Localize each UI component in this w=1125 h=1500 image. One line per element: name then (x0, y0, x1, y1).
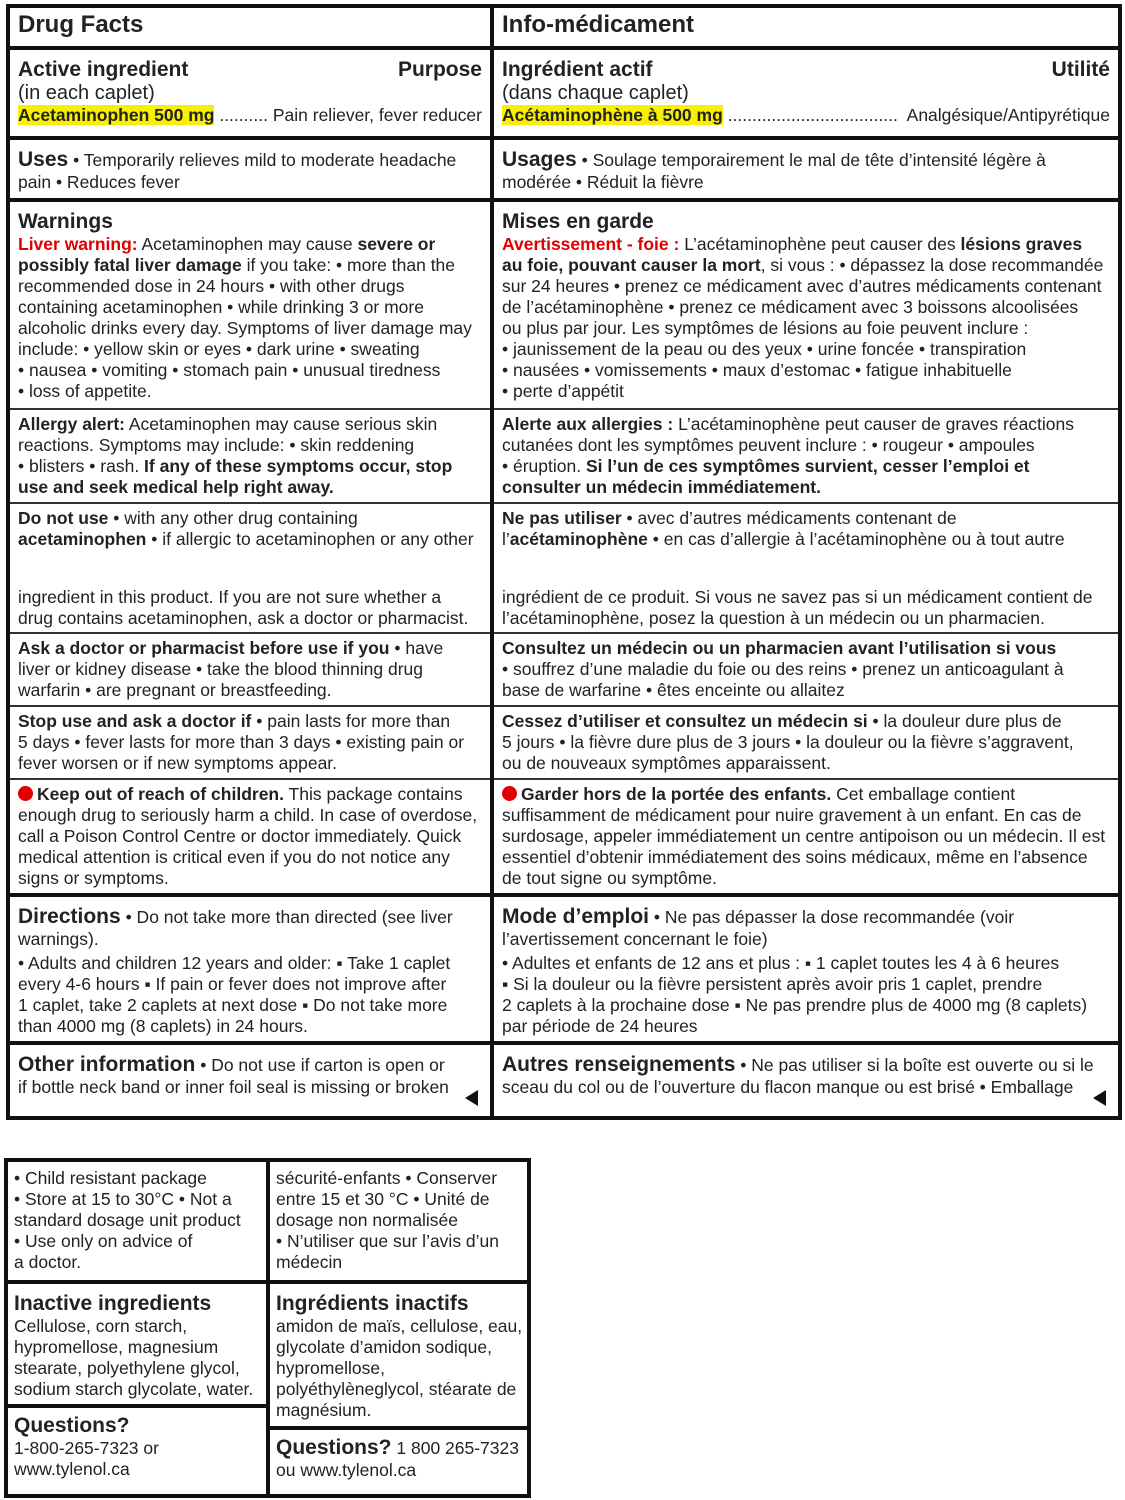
ask-doctor-text: • have (389, 638, 444, 658)
active-ingredient-heading: Ingrédient actif (502, 58, 653, 81)
directions-text: • Adultes et enfants de 12 ans et plus : ▪ 1 caplet toutes les 4 à 6 heures (502, 953, 1060, 973)
panel-title: Info-médicament (502, 11, 695, 38)
do-not-use-label: Do not use (18, 508, 109, 528)
allergy-label: Allergy alert: (18, 414, 125, 434)
questions-box (270, 1426, 527, 1481)
allergy-bold: Si l’un de ces symptômes survient, cesser l’emploi et (585, 456, 1030, 476)
warning-text: • nausea • vomiting • stomach pain • unusual tiredness (18, 360, 441, 380)
continue-arrow-icon (1093, 1090, 1106, 1106)
continued-panel (4, 1158, 531, 1498)
active-ingredient-section (494, 46, 1118, 126)
inactive-line: hypromellose, (276, 1358, 385, 1378)
allergy-text: cutanées dont les symptômes peuvent inclure : • rougeur • ampoules (502, 435, 1035, 455)
do-not-use-label: Ne pas utiliser (502, 508, 622, 528)
continue-arrow-icon (465, 1090, 478, 1106)
misc-line: médecin (276, 1252, 343, 1272)
misc-line: standard dosage unit product (14, 1210, 241, 1230)
warning-text: if you take: • more than the (241, 255, 456, 275)
warning-text: • nausées • vomissements • maux d’estomac • fatigue inhabituelle (502, 360, 1012, 380)
other-info-text: sceau du col ou de l’ouverture du flacon manque ou est brisé • Emballage (502, 1077, 1074, 1097)
active-ingredient-name: Acétaminophène à 500 mg (502, 105, 723, 125)
other-info-text: if bottle neck band or inner foil seal is missing or broken (18, 1077, 449, 1097)
warning-bold: severe or (357, 234, 436, 254)
directions-heading: Mode d’emploi (502, 905, 649, 928)
continued-column-fr (266, 1162, 527, 1494)
active-ingredient-section (10, 46, 490, 126)
uses-heading: Uses (18, 148, 69, 171)
warning-text: recommended dose in 24 hours • with other drugs (18, 276, 405, 296)
title-section (10, 8, 490, 42)
stop-use-text: • pain lasts for more than (251, 711, 451, 731)
do-not-use-text: • if allergic to acetaminophen or any other (146, 529, 474, 549)
warning-text: sur 24 heures • prenez ce médicament avec d’autres médicaments contenant (502, 276, 1102, 296)
allergy-text: reactions. Symptoms may include: • skin reddening (18, 435, 415, 455)
directions-text: 2 caplets à la prochaine dose ▪ Ne pas prendre plus de 4000 mg (8 caplets) (502, 995, 1088, 1015)
questions-website: ou www.tylenol.ca (276, 1460, 417, 1480)
other-info-section (10, 1041, 490, 1116)
inactive-line: polyéthylèneglycol, stéarate de (276, 1379, 517, 1399)
questions-heading: Questions? (14, 1414, 130, 1437)
allergy-text: L’acétaminophène peut causer de graves réactions (673, 414, 1075, 434)
uses-section (494, 136, 1118, 193)
do-not-use-text: ingrédient de ce produit. Si vous ne savez pas si un médicament contient de (502, 587, 1093, 607)
continued-column-en (8, 1162, 266, 1494)
warning-text: containing acetaminophen • while drinking 3 or more (18, 297, 424, 317)
ask-doctor-label: Ask a doctor or pharmacist before use if you (18, 638, 390, 658)
warning-bold: possibly fatal liver damage (18, 255, 242, 275)
do-not-use-text: l’acétaminophène, posez la question à un médecin ou un pharmacien. (502, 608, 1045, 628)
warning-text: de l’acétaminophène • prenez ce médicament avec 3 boissons alcoolisées (502, 297, 1079, 317)
do-not-use-text: • with any other drug containing (108, 508, 358, 528)
uses-line: modérée • Réduit la fièvre (502, 172, 704, 192)
keep-out-text: call a Poison Control Centre or doctor immediately. Quick (18, 826, 462, 846)
do-not-use-text: l’ (502, 529, 510, 549)
active-ingredient-heading: Active ingredient (18, 58, 189, 81)
directions-text: • Ne pas dépasser la dose recommandée (voir (649, 907, 1015, 927)
uses-section (10, 136, 490, 193)
directions-text: 1 caplet, take 2 caplets at next dose ▪ Do not take more (18, 995, 448, 1015)
ask-doctor-text: warfarin • are pregnant or breastfeeding. (18, 680, 332, 700)
allergy-bold: use and seek medical help right away. (18, 477, 334, 497)
directions-text: • Do not take more than directed (see liver (120, 907, 453, 927)
leader-dots: .......... (219, 105, 268, 125)
stop-use-text: 5 jours • la fièvre dure plus de 3 jours • la douleur ou la fièvre s’aggravent, (502, 732, 1074, 752)
keep-out-text: enough drug to seriously harm a child. In case of overdose, (18, 805, 478, 825)
liver-warning-label: Liver warning: (18, 234, 138, 254)
uses-heading: Usages (502, 148, 577, 171)
other-info-text: • Ne pas utiliser si la boîte est ouverte ou si le (735, 1055, 1094, 1075)
warning-text: , si vous : • dépassez la dose recommandée (760, 255, 1104, 275)
inactive-ingredients-box (8, 1280, 266, 1400)
warnings-section (494, 198, 1118, 402)
warning-text: Acetaminophen may cause (137, 234, 358, 254)
stop-use-text: 5 days • fever lasts for more than 3 days • existing pain or (18, 732, 465, 752)
directions-heading: Directions (18, 905, 121, 928)
drug-facts-panel-fr (490, 4, 1122, 1120)
allergy-text: • blisters • rash. (18, 456, 145, 476)
warnings-heading: Mises en garde (502, 210, 654, 233)
warning-text: L’acétaminophène peut causer des (679, 234, 961, 254)
inactive-ingredients-box (270, 1280, 527, 1421)
directions-text: l’avertissement concernant le foie) (502, 929, 768, 949)
other-info-text: • Do not use if carton is open or (195, 1055, 445, 1075)
ask-doctor-text: • souffrez d’une maladie du foie ou des reins • prenez un anticoagulant à (502, 659, 1064, 679)
warnings-heading: Warnings (18, 210, 113, 233)
keep-out-text: signs or symptoms. (18, 868, 169, 888)
inactive-line: amidon de maïs, cellulose, eau, (276, 1316, 523, 1336)
inactive-line: hypromellose, magnesium (14, 1337, 219, 1357)
uses-line: • Temporarily relieves mild to moderate headache (73, 150, 457, 170)
purpose-heading: Purpose (397, 58, 482, 81)
ask-doctor-section (10, 632, 490, 701)
misc-line: sécurité-enfants • Conserver (276, 1168, 498, 1188)
warning-text: ou plus par jour. Les symptômes de lésions au foie peuvent inclure : (502, 318, 1029, 338)
misc-line: • N’utiliser que sur l’avis d’un (276, 1231, 500, 1251)
warning-text: • loss of appetite. (18, 381, 152, 401)
uses-line: • Soulage temporairement le mal de tête d’intensité légère à (581, 150, 1046, 170)
directions-text: par période de 24 heures (502, 1016, 698, 1036)
allergy-label: Alerte aux allergies : (502, 414, 674, 434)
inactive-line: stearate, polyethylene glycol, (14, 1358, 240, 1378)
purpose-text: Pain reliever, fever reducer (272, 105, 482, 125)
drug-facts-panel-en (6, 4, 494, 1120)
misc-line: • Child resistant package (14, 1168, 207, 1188)
keep-out-label: Keep out of reach of children. (37, 784, 284, 804)
ask-doctor-text: liver or kidney disease • take the blood thinning drug (18, 659, 423, 679)
stop-use-text: ou de nouveaux symptômes apparaissent. (502, 753, 831, 773)
ask-doctor-text: base de warfarine • êtes enceinte ou allaitez (502, 680, 845, 700)
keep-out-text: de tout signe ou symptôme. (502, 868, 717, 888)
keep-out-text: essentiel d’obtenir immédiatement des soins médicaux, même en l’absence (502, 847, 1088, 867)
directions-text: warnings). (18, 929, 99, 949)
inactive-line: Cellulose, corn starch, (14, 1316, 188, 1336)
questions-heading: Questions? (276, 1436, 392, 1459)
directions-text: • Adults and children 12 years and older: ▪ Take 1 caplet (18, 953, 451, 973)
warnings-section (10, 198, 490, 402)
keep-out-text: medical attention is critical even if you do not notice any (18, 847, 450, 867)
keep-out-text: This package contains (283, 784, 463, 804)
purpose-heading: Utilité (1051, 58, 1110, 81)
questions-phone: 1-800-265-7323 or (14, 1438, 159, 1458)
do-not-use-text: ingredient in this product. If you are not sure whether a (18, 587, 442, 607)
stop-use-section (494, 705, 1118, 774)
leader-dots: ................................... (727, 105, 898, 125)
allergy-text: Acetaminophen may cause serious skin (124, 414, 438, 434)
directions-text: ▪ Si la douleur ou la fièvre persistent après avoir pris 1 caplet, prendre (502, 974, 1043, 994)
stop-use-label: Cessez d’utiliser et consultez un médecin si (502, 711, 868, 731)
questions-phone: 1 800 265-7323 (391, 1438, 519, 1458)
warning-text: include: • yellow skin or eyes • dark urine • sweating (18, 339, 420, 359)
ask-doctor-section (494, 632, 1118, 701)
keep-out-label: Garder hors de la portée des enfants. (521, 784, 832, 804)
active-ingredient-sub: (dans chaque caplet) (502, 82, 689, 104)
questions-box (8, 1404, 266, 1480)
uses-line: pain • Reduces fever (18, 172, 180, 192)
warning-bold: lésions graves (960, 234, 1083, 254)
allergy-bold: consulter un médecin immédiatement. (502, 477, 821, 497)
keep-out-text: suffisamment de médicament pour nuire gravement à un enfant. En cas de (502, 805, 1082, 825)
allergy-section (494, 408, 1118, 498)
misc-line: entre 15 et 30 °C • Unité de (276, 1189, 490, 1209)
inactive-ingredients-heading: Inactive ingredients (14, 1292, 212, 1315)
do-not-use-text: drug contains acetaminophen, ask a doctor or pharmacist. (18, 608, 469, 628)
ask-doctor-label: Consultez un médecin ou un pharmacien avant l’utilisation si vous (502, 638, 1057, 658)
stop-sign-icon (502, 786, 517, 801)
stop-use-section (10, 705, 490, 774)
misc-line: • Use only on advice of (14, 1231, 193, 1251)
allergy-section (10, 408, 490, 498)
misc-info-box (8, 1168, 266, 1273)
inactive-line: sodium starch glycolate, water. (14, 1379, 254, 1399)
other-info-section (494, 1041, 1118, 1116)
warning-text: • jaunissement de la peau ou des yeux • urine foncée • transpiration (502, 339, 1027, 359)
inactive-line: magnésium. (276, 1400, 372, 1420)
active-ingredient-name: Acetaminophen 500 mg (18, 105, 215, 125)
keep-out-section (494, 778, 1118, 889)
misc-line: a doctor. (14, 1252, 82, 1272)
directions-section (10, 893, 490, 1037)
do-not-use-section (10, 502, 490, 629)
misc-line: dosage non normalisée (276, 1210, 458, 1230)
do-not-use-text: • en cas d’allergie à l’acétaminophène ou à tout autre (647, 529, 1065, 549)
keep-out-section (10, 778, 490, 889)
other-info-heading: Other information (18, 1053, 196, 1076)
directions-section (494, 893, 1118, 1037)
active-ingredient-sub: (in each caplet) (18, 82, 155, 104)
directions-text: than 4000 mg (8 caplets) in 24 hours. (18, 1016, 308, 1036)
panel-title: Drug Facts (18, 11, 144, 38)
warning-text: • perte d’appétit (502, 381, 624, 401)
do-not-use-bold: acetaminophen (18, 529, 147, 549)
do-not-use-section (494, 502, 1118, 629)
other-info-heading: Autres renseignements (502, 1053, 736, 1076)
purpose-text: Analgésique/Antipyrétique (906, 105, 1110, 125)
inactive-ingredients-heading: Ingrédients inactifs (276, 1292, 469, 1315)
misc-info-box (270, 1168, 527, 1273)
directions-text: every 4-6 hours ▪ If pain or fever does not improve after (18, 974, 447, 994)
stop-use-label: Stop use and ask a doctor if (18, 711, 252, 731)
stop-sign-icon (18, 786, 33, 801)
questions-website: www.tylenol.ca (14, 1459, 130, 1479)
do-not-use-bold: acétaminophène (509, 529, 648, 549)
title-section (494, 8, 1118, 42)
do-not-use-text: • avec d’autres médicaments contenant de (621, 508, 957, 528)
keep-out-text: Cet emballage contient (831, 784, 1016, 804)
warning-bold: au foie, pouvant causer la mort (502, 255, 761, 275)
misc-line: • Store at 15 to 30°C • Not a (14, 1189, 232, 1209)
allergy-bold: If any of these symptoms occur, stop (144, 456, 453, 476)
warning-text: alcoholic drinks every day. Symptoms of liver damage may (18, 318, 472, 338)
keep-out-text: surdosage, appeler immédiatement un centre antipoison ou un médecin. Il est (502, 826, 1106, 846)
liver-warning-label: Avertissement - foie : (502, 234, 680, 254)
inactive-line: glycolate d’amidon sodique, (276, 1337, 492, 1357)
stop-use-text: • la douleur dure plus de (867, 711, 1062, 731)
stop-use-text: fever worsen or if new symptoms appear. (18, 753, 338, 773)
allergy-text: • éruption. (502, 456, 586, 476)
